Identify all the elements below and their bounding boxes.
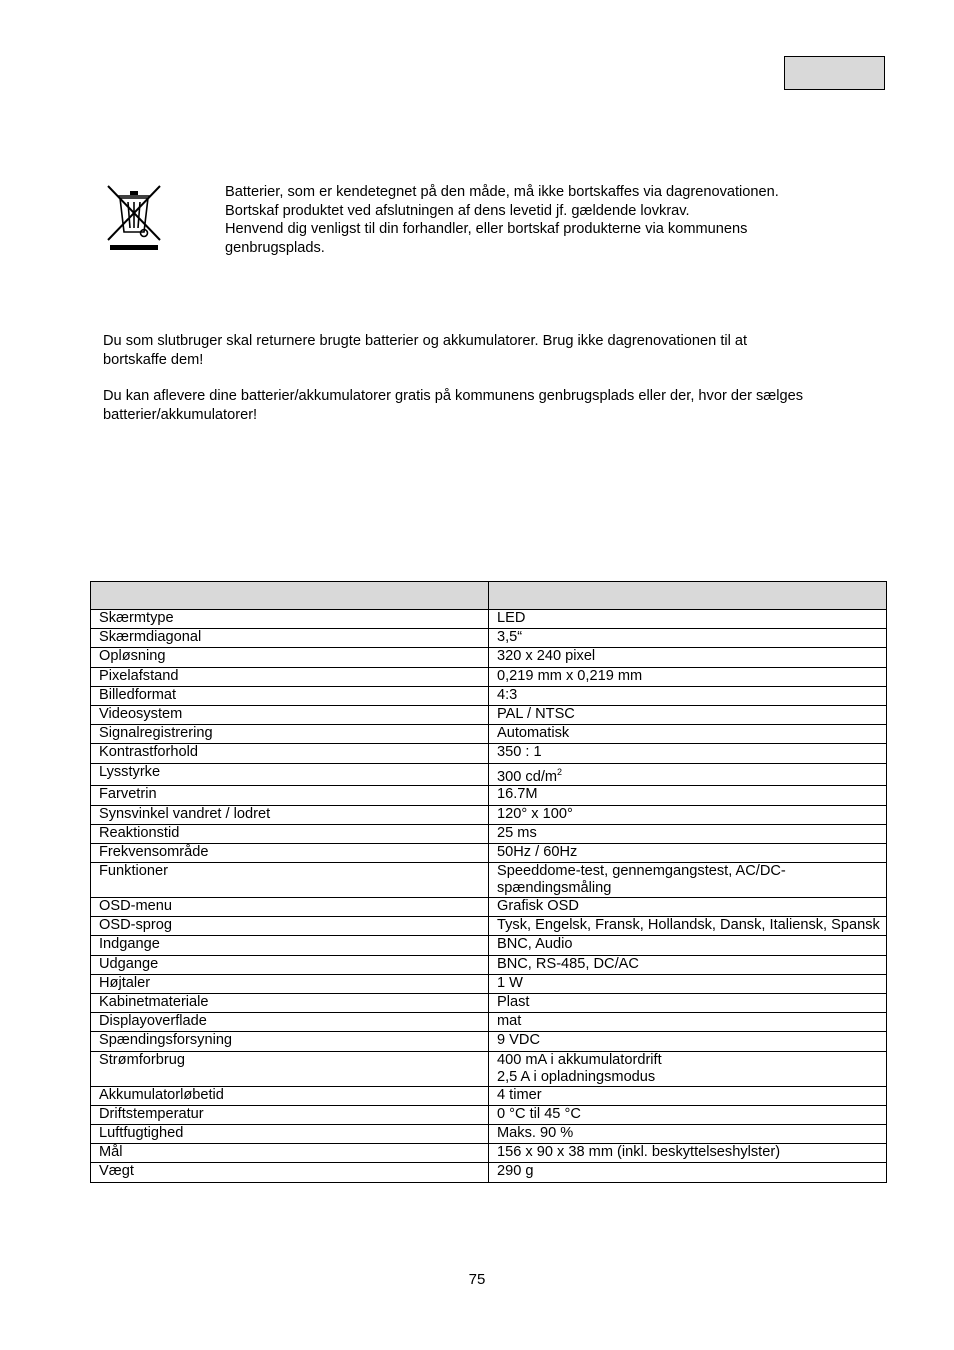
spec-value-text: 4 timer <box>497 1086 542 1103</box>
table-row <box>91 686 887 705</box>
spec-value-text: 3,5“ <box>497 629 523 646</box>
spec-value-text: LED <box>497 610 526 626</box>
spec-value <box>489 667 887 686</box>
spec-value-text: Automatisk <box>497 725 570 742</box>
table-row <box>91 648 887 667</box>
table-row <box>91 805 887 824</box>
spec-value-text: mat <box>497 1013 522 1030</box>
table-row <box>91 994 887 1013</box>
table-row <box>91 786 887 805</box>
spec-value-text: BNC, Audio <box>497 936 573 953</box>
spec-value-text: PAL / NTSC <box>497 705 575 722</box>
paragraph-line: batterier/akkumulatorer! <box>103 406 258 423</box>
table-row <box>91 843 887 862</box>
spec-label: Signalregistrering <box>91 725 489 744</box>
disposal-line: Bortskaf produktet ved afslutningen af dens levetid jf. gældende lovkrav. <box>225 202 690 219</box>
spec-value-text: 4:3 <box>497 686 518 703</box>
spec-value-superscript: 2 <box>557 766 563 777</box>
spec-label: Funktioner <box>91 863 489 898</box>
specifications-table <box>90 581 887 1183</box>
table-row <box>91 744 887 763</box>
table-row <box>91 629 887 648</box>
spec-value <box>489 686 887 705</box>
spec-label: Akkumulatorløbetid <box>91 1086 489 1105</box>
spec-label: Vægt <box>91 1163 489 1182</box>
spec-value <box>489 917 887 936</box>
table-row <box>91 667 887 686</box>
table-row <box>91 974 887 993</box>
spec-value <box>489 863 887 898</box>
spec-value-text: 25 ms <box>497 824 537 841</box>
spec-label: Lysstyrke <box>91 763 489 786</box>
spec-label: Skærmdiagonal <box>91 629 489 648</box>
spec-value-text: Grafisk OSD <box>497 898 579 915</box>
spec-label: Opløsning <box>91 648 489 667</box>
spec-value <box>489 898 887 917</box>
paragraph-line: bortskaffe dem! <box>103 351 204 368</box>
spec-value <box>489 1105 887 1124</box>
table-row <box>91 1144 887 1163</box>
table-row <box>91 1051 887 1086</box>
spec-label: Billedformat <box>91 686 489 705</box>
table-row <box>91 610 887 629</box>
table-header-cell <box>91 582 489 610</box>
disposal-line: genbrugsplads. <box>225 239 325 256</box>
table-row <box>91 898 887 917</box>
spec-value <box>489 1144 887 1163</box>
spec-value-text: 300 cd/m <box>497 768 558 785</box>
spec-label: Reaktionstid <box>91 824 489 843</box>
spec-value-text: Speeddome-test, gennemgangstest, AC/DC-spændingsmåling <box>497 863 786 897</box>
spec-label: Udgange <box>91 955 489 974</box>
spec-label: Højtaler <box>91 974 489 993</box>
spec-label: Kontrastforhold <box>91 744 489 763</box>
spec-value-text: BNC, RS-485, DC/AC <box>497 955 639 972</box>
table-header-row <box>91 582 887 610</box>
spec-label: Pixelafstand <box>91 667 489 686</box>
spec-value <box>489 610 887 629</box>
spec-value <box>489 629 887 648</box>
spec-value-text: 156 x 90 x 38 mm (inkl. beskyttelseshylster) <box>497 1144 781 1161</box>
page-number: 75 <box>468 1271 486 1288</box>
spec-value-text: 290 g <box>497 1163 534 1180</box>
spec-label: Farvetrin <box>91 786 489 805</box>
spec-value-text: 16.7M <box>497 786 538 803</box>
spec-value <box>489 824 887 843</box>
table-row <box>91 1013 887 1032</box>
spec-value <box>489 994 887 1013</box>
table-row <box>91 936 887 955</box>
spec-label: Luftfugtighed <box>91 1124 489 1143</box>
spec-label: Skærmtype <box>91 610 489 629</box>
spec-value <box>489 955 887 974</box>
crossed-out-wheelie-bin-icon <box>104 182 164 252</box>
table-row <box>91 1124 887 1143</box>
table-row <box>91 824 887 843</box>
spec-value-text: Plast <box>497 994 530 1011</box>
table-row <box>91 863 887 898</box>
spec-value <box>489 1124 887 1143</box>
spec-label: Mål <box>91 1144 489 1163</box>
spec-value-text: 120° x 100° <box>497 805 573 822</box>
spec-value-text: Maks. 90 % <box>497 1124 574 1141</box>
spec-value <box>489 1013 887 1032</box>
spec-value <box>489 744 887 763</box>
spec-value-text: 50Hz / 60Hz <box>497 843 578 860</box>
spec-label: OSD-menu <box>91 898 489 917</box>
spec-value <box>489 805 887 824</box>
disposal-line: Batterier, som er kendetegnet på den måde, må ikke bortskaffes via dagrenovationen. <box>225 184 779 200</box>
table-row <box>91 1163 887 1182</box>
spec-value <box>489 786 887 805</box>
spec-value <box>489 763 887 786</box>
return-batteries-paragraph <box>103 332 903 369</box>
spec-value <box>489 974 887 993</box>
spec-label: Driftstemperatur <box>91 1105 489 1124</box>
spec-label: Synsvinkel vandret / lodret <box>91 805 489 824</box>
spec-label: Indgange <box>91 936 489 955</box>
spec-label: Spændingsforsyning <box>91 1032 489 1051</box>
spec-label: OSD-sprog <box>91 917 489 936</box>
table-row <box>91 1105 887 1124</box>
disposal-notice <box>225 183 905 257</box>
free-return-paragraph <box>103 387 903 424</box>
spec-value <box>489 1086 887 1105</box>
spec-label: Videosystem <box>91 705 489 724</box>
spec-value <box>489 1163 887 1182</box>
spec-value <box>489 648 887 667</box>
paragraph-line: Du som slutbruger skal returnere brugte batterier og akkumulatorer. Brug ikke dagrenovationen til at <box>103 333 748 349</box>
spec-value <box>489 843 887 862</box>
spec-value <box>489 936 887 955</box>
table-row <box>91 705 887 724</box>
table-row <box>91 955 887 974</box>
spec-label: Kabinetmateriale <box>91 994 489 1013</box>
table-row <box>91 1032 887 1051</box>
spec-label: Displayoverflade <box>91 1013 489 1032</box>
table-row <box>91 1086 887 1105</box>
specifications-table-body <box>91 610 887 1183</box>
spec-value <box>489 705 887 724</box>
spec-value <box>489 725 887 744</box>
spec-label: Frekvensområde <box>91 843 489 862</box>
disposal-line: Henvend dig venligst til din forhandler, eller bortskaf produkterne via kommunens <box>225 221 748 237</box>
language-tab-box <box>784 56 885 90</box>
spec-value-text: 9 VDC <box>497 1032 540 1049</box>
spec-value-text: 400 mA i akkumulatordrift <box>497 1051 662 1068</box>
spec-value <box>489 1051 887 1086</box>
spec-value-text: 1 W <box>497 974 523 991</box>
spec-label: Strømforbrug <box>91 1051 489 1086</box>
spec-value-text: 0,219 mm x 0,219 mm <box>497 667 643 684</box>
table-row <box>91 763 887 786</box>
spec-value-text: 320 x 240 pixel <box>497 648 596 665</box>
spec-value-text: Tysk, Engelsk, Fransk, Hollandsk, Dansk, Italiensk, Spansk <box>497 917 880 934</box>
table-header-cell <box>489 582 887 610</box>
paragraph-line: Du kan aflevere dine batterier/akkumulatorer gratis på kommunens genbrugsplads eller der, hvor der sælges <box>103 388 804 404</box>
table-row <box>91 917 887 936</box>
spec-value-text: 350 : 1 <box>497 744 542 761</box>
spec-value-text-line2: 2,5 A i opladningsmodus <box>497 1068 656 1085</box>
table-row <box>91 725 887 744</box>
spec-value <box>489 1032 887 1051</box>
spec-value-text: 0 °C til 45 °C <box>497 1105 581 1122</box>
